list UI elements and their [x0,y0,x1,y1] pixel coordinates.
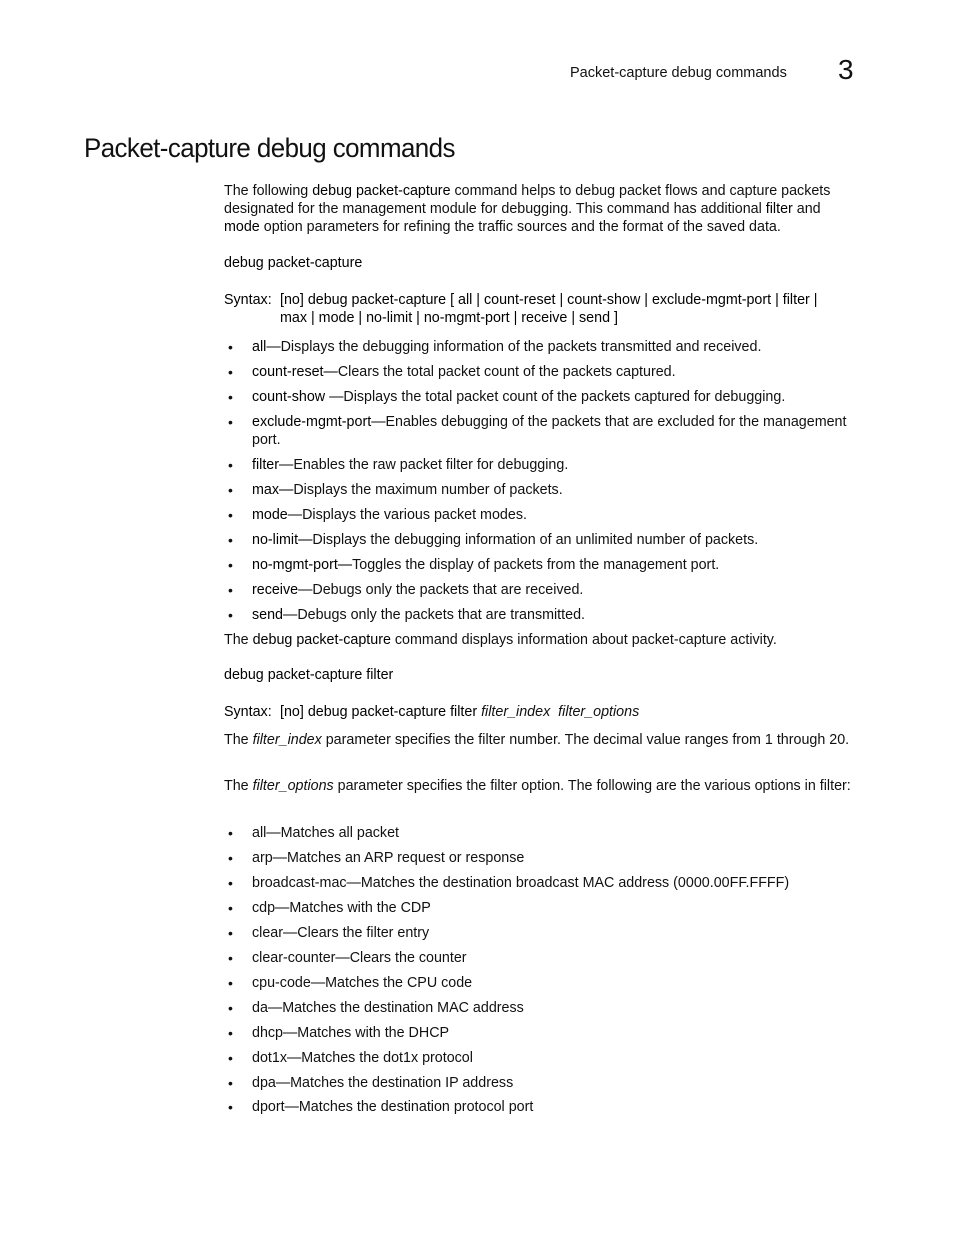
option-term: no-mgmt-port— [252,557,353,573]
syntax-text: [no] debug packet-capture [ all | count-reset | count-show | exclude-mgmt-port | filter | [280,292,818,308]
mode-keyword: mode [224,219,260,235]
bullet-icon: • [228,507,233,523]
syntax-label: Syntax: [224,704,272,720]
syntax-line [224,291,874,309]
bullet-icon: • [228,1099,233,1115]
option-desc: —Enables debugging of the packets that are excluded for the management port. [252,414,847,448]
bullet-icon: • [228,975,233,991]
list-item [252,506,870,524]
list-item [252,581,870,599]
list-item: da—Matches the destination MAC address [252,1000,524,1016]
filter-index-paragraph [224,731,864,749]
option-desc: Displays the debugging information of an unlimited number of packets. [312,532,759,548]
list-item: dport—Matches the destination protocol port [252,1099,534,1115]
intro-text: option parameters for refining the traffic sources and the format of the saved data. [259,219,781,235]
list-item: broadcast-mac—Matches the destination broadcast MAC address (0000.00FF.FFFF) [252,875,790,891]
syntax-block [224,703,874,721]
option-desc: Clears the total packet count of the packets captured. [337,364,676,380]
syntax-label: Syntax: [224,292,272,308]
option-desc: Toggles the display of packets from the management port. [352,557,720,573]
syntax-block [224,291,874,327]
command-heading-debug-packet-capture: debug packet-capture [224,255,363,271]
list-item: all—Matches all packet [252,825,400,841]
command-heading-debug-packet-capture-filter: debug packet-capture filter [224,667,394,683]
option-desc: —Displays the various packet modes. [287,507,527,523]
param-name: filter_index [252,732,322,748]
option-term: send [252,607,284,623]
list-item: cpu-code—Matches the CPU code [252,975,473,991]
syntax-text: [no] debug packet-capture filter [280,704,482,720]
list-item [252,556,870,574]
bullet-icon: • [228,1075,233,1091]
command-keyword: debug packet-capture [312,183,451,199]
param-name: filter_options [252,778,334,794]
option-term: receive [252,582,299,598]
option-term: no-limit— [252,532,313,548]
option-desc: —Displays the total packet count of the packets captured for debugging. [325,389,786,405]
list-item: arp—Matches an ARP request or response [252,850,525,866]
bullet-icon: • [228,582,233,598]
list-item: dhcp—Matches with the DHCP [252,1025,450,1041]
list-item: dpa—Matches the destination IP address [252,1075,514,1091]
option-desc: Displays the maximum number of packets. [293,482,563,498]
bullet-icon: • [228,900,233,916]
bullet-icon: • [228,557,233,573]
list-item [252,338,870,356]
bullet-icon: • [228,825,233,841]
list-item: clear—Clears the filter entry [252,925,430,941]
option-desc: —Debugs only the packets that are transmitted. [283,607,585,623]
intro-text: The following [224,183,313,199]
command-keyword: debug packet-capture [252,632,391,648]
option-term: count-show [252,389,326,405]
filter-options-paragraph [224,777,864,795]
intro-paragraph [224,182,860,236]
option-desc: —Enables the raw packet filter for debugging. [279,457,569,473]
syntax-text: max | mode | no-limit | no-mgmt-port | receive | send ] [280,310,618,326]
list-item [252,531,870,549]
option-term: all [252,339,267,355]
bullet-icon: • [228,414,233,430]
summary-text: command displays information about packet-capture activity. [390,632,777,648]
bullet-icon: • [228,532,233,548]
bullet-icon: • [228,607,233,623]
list-item [252,456,870,474]
para-text: The [224,732,253,748]
list-item: clear-counter—Clears the counter [252,950,467,966]
bullet-icon: • [228,457,233,473]
list-item [252,363,870,381]
syntax-line [224,309,874,327]
cmd1-summary [224,631,864,649]
option-term: count-reset— [252,364,338,380]
bullet-icon: • [228,1000,233,1016]
bullet-icon: • [228,925,233,941]
bullet-icon: • [228,950,233,966]
bullet-icon: • [228,482,233,498]
bullet-icon: • [228,1050,233,1066]
chapter-number: 3 [838,54,854,85]
intro-text: and [792,201,821,217]
bullet-icon: • [228,850,233,866]
page-title: Packet-capture debug commands [84,133,455,163]
intro-text: command helps to debug packet flows and capture packets designated for the management module for debugging. This command has additional [224,183,831,217]
option-term: max— [252,482,294,498]
para-text: parameter specifies the filter number. The decimal value ranges from 1 through 20. [321,732,850,748]
list-item: dot1x—Matches the dot1x protocol [252,1050,473,1066]
option-desc: —Debugs only the packets that are received. [298,582,584,598]
bullet-icon: • [228,339,233,355]
option-term: exclude-mgmt-port [252,414,372,430]
bullet-icon: • [228,875,233,891]
syntax-arg: filter_options [558,704,640,720]
running-header-title: Packet-capture debug commands [570,65,787,81]
filter-keyword: filter [765,201,793,217]
para-text: The [224,778,253,794]
list-item [252,606,870,624]
list-item: cdp—Matches with the CDP [252,900,431,916]
bullet-icon: • [228,389,233,405]
option-desc: —Displays the debugging information of the packets transmitted and received. [266,339,762,355]
bullet-icon: • [228,364,233,380]
option-term: filter [252,457,280,473]
list-item [252,481,870,499]
option-term: mode [252,507,288,523]
summary-text: The [224,632,253,648]
para-text: parameter specifies the filter option. The following are the various options in filter: [333,778,851,794]
syntax-arg: filter_index [481,704,551,720]
bullet-icon: • [228,1025,233,1041]
list-item [252,388,870,406]
list-item [252,413,870,449]
